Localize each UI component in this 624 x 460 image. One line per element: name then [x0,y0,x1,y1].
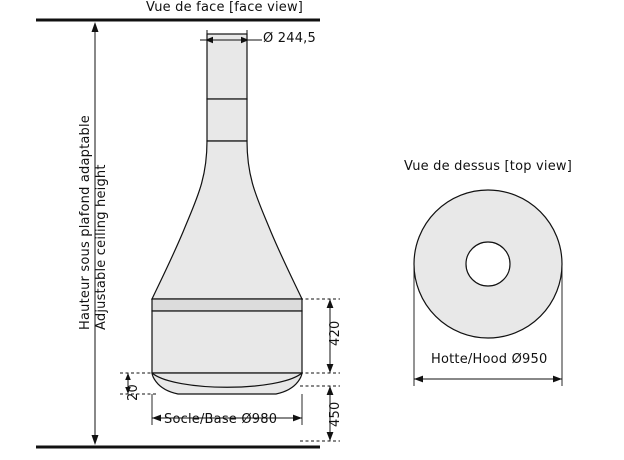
label-dim-420: 420 [328,320,343,346]
hood-top-view [414,190,562,338]
label-hood-diameter: Hotte/Hood Ø950 [431,352,548,367]
label-base-diameter: Socle/Base Ø980 [164,412,278,427]
title-top-view: Vue de dessus [top view] [404,159,573,174]
label-height-fr: Hauteur sous plafond adaptable [78,114,93,330]
label-dim-450: 450 [328,401,343,427]
title-face-view: Vue de face [face view] [146,0,304,15]
hood-face-view [152,34,302,394]
label-duct-diameter: Ø 244,5 [263,31,316,46]
label-height-en: Adjustable ceiling height [94,164,109,330]
label-dim-20: 20 [126,384,141,401]
